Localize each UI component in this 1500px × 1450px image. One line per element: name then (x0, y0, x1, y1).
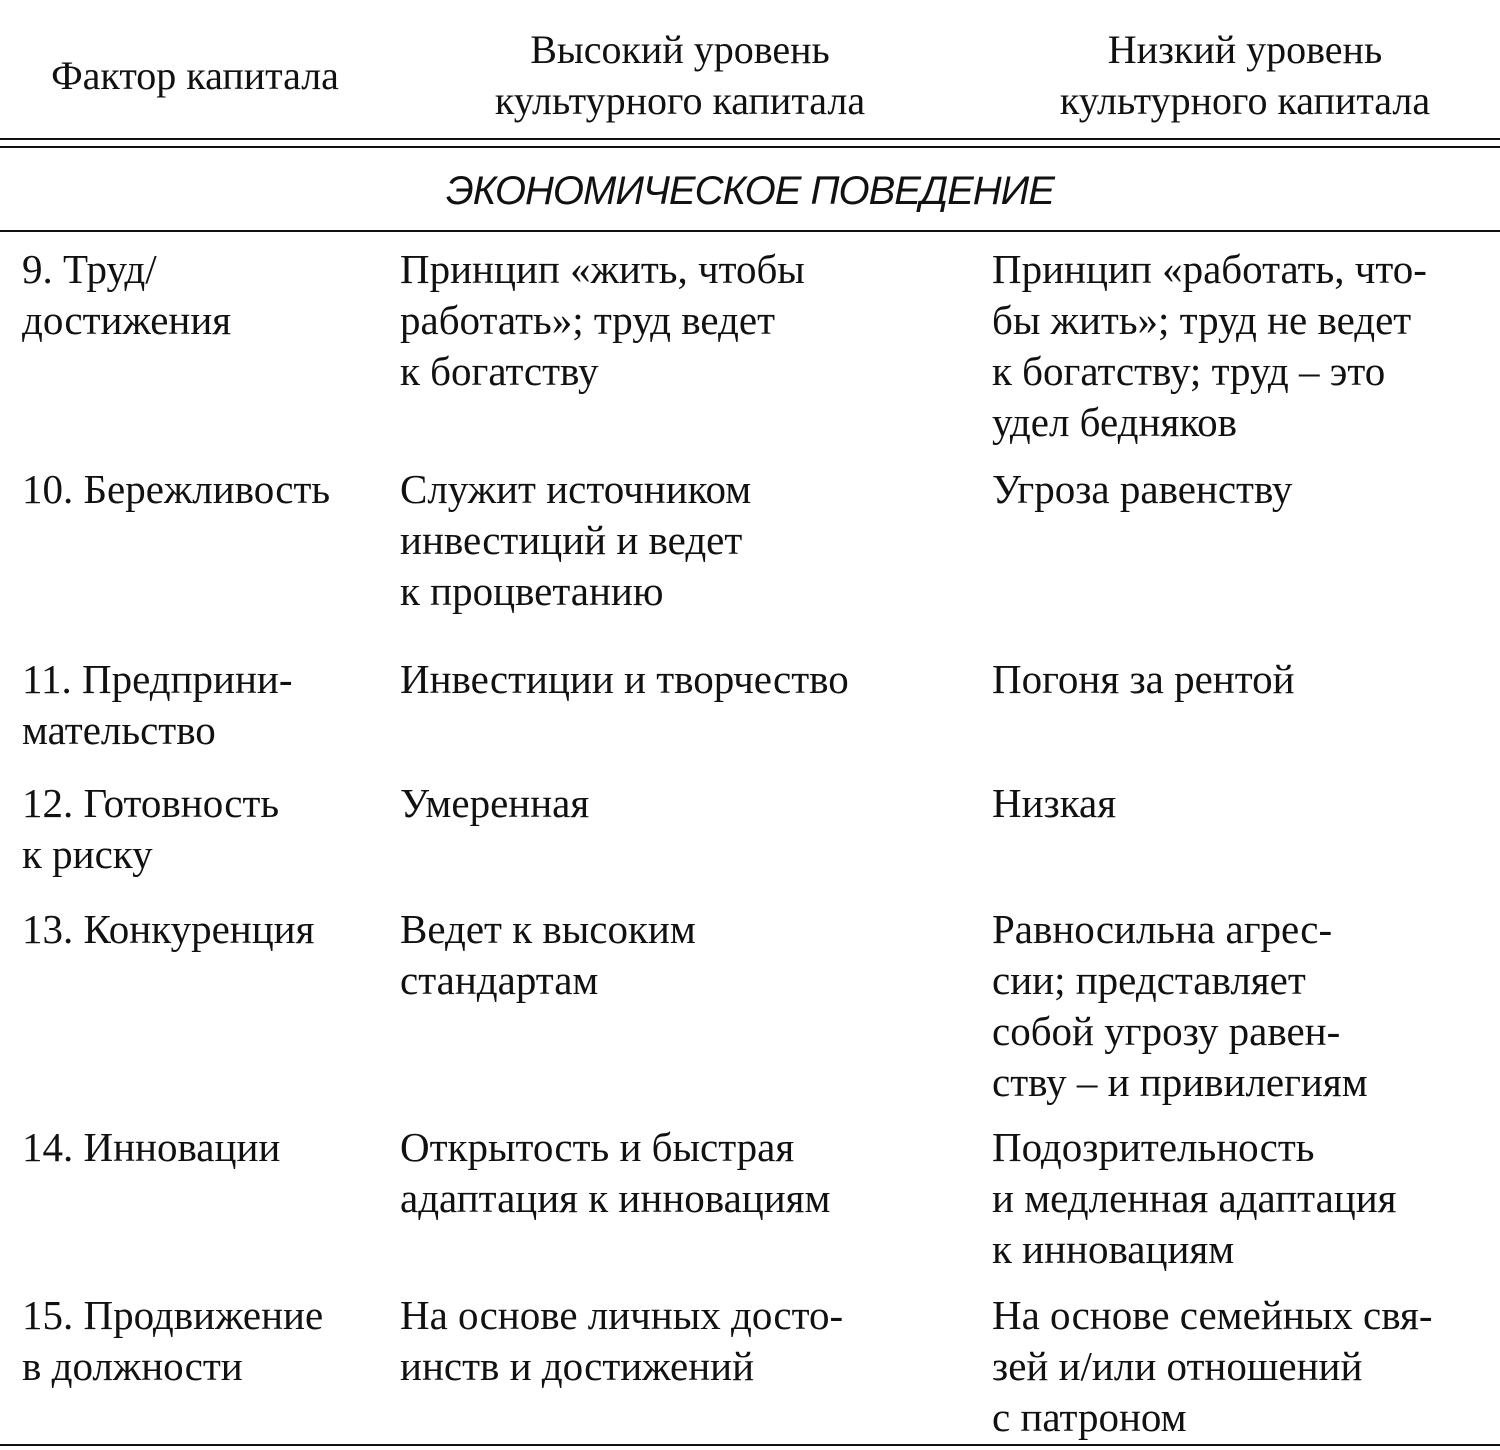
row-12-low: Низкая (992, 780, 1117, 826)
row-13-low: Равносильна агрес- сии; представляет собой угрозу равен- ству – и привилегиям (992, 906, 1368, 1105)
row-15-factor: 15. Продвижение в должности (22, 1292, 324, 1389)
row-14-low: Подозрительность и медленная адаптация к инновациям (992, 1124, 1397, 1272)
row-15-high: На основе личных досто- инств и достижений (400, 1292, 844, 1389)
row-13-high: Ведет к высоким стандартам (400, 906, 696, 1003)
header-rule-top (0, 138, 1500, 140)
row-14-high: Открытость и быстрая адаптация к инновациям (400, 1124, 831, 1221)
header-rule-bottom (0, 146, 1500, 148)
row-15-low: На основе семейных свя- зей и/или отношений с патроном (992, 1292, 1433, 1440)
header-low-capital: Низкий уровень культурного капитала (1059, 27, 1431, 123)
row-13-factor: 13. Конкуренция (22, 906, 315, 952)
section-title: ЭКОНОМИЧЕСКОЕ ПОВЕДЕНИЕ (446, 169, 1054, 213)
row-9-high: Принцип «жить, чтобы работать»; труд ведет к богатству (400, 246, 805, 394)
row-10-low: Угроза равенству (992, 466, 1293, 512)
row-12-high: Умеренная (400, 780, 590, 826)
row-12-factor: 12. Готовность к риску (22, 780, 280, 877)
row-9-low: Принцип «работать, что- бы жить»; труд не ведет к богатству; труд – это удел бедняков (992, 246, 1427, 445)
row-10-high: Служит источником инвестиций и ведет к процветанию (400, 466, 752, 614)
row-9-factor: 9. Труд/ достижения (22, 246, 232, 343)
table-bottom-rule (0, 1444, 1500, 1446)
header-factor: Фактор капитала (51, 53, 339, 98)
row-11-factor: 11. Предприни- мательство (22, 656, 293, 753)
row-10-factor: 10. Бережливость (22, 466, 331, 512)
row-11-low: Погоня за рентой (992, 656, 1295, 702)
section-rule (0, 230, 1500, 232)
header-high-capital: Высокий уровень культурного капитала (494, 27, 866, 123)
row-11-high: Инвестиции и творчество (400, 656, 849, 702)
row-14-factor: 14. Инновации (22, 1124, 281, 1170)
